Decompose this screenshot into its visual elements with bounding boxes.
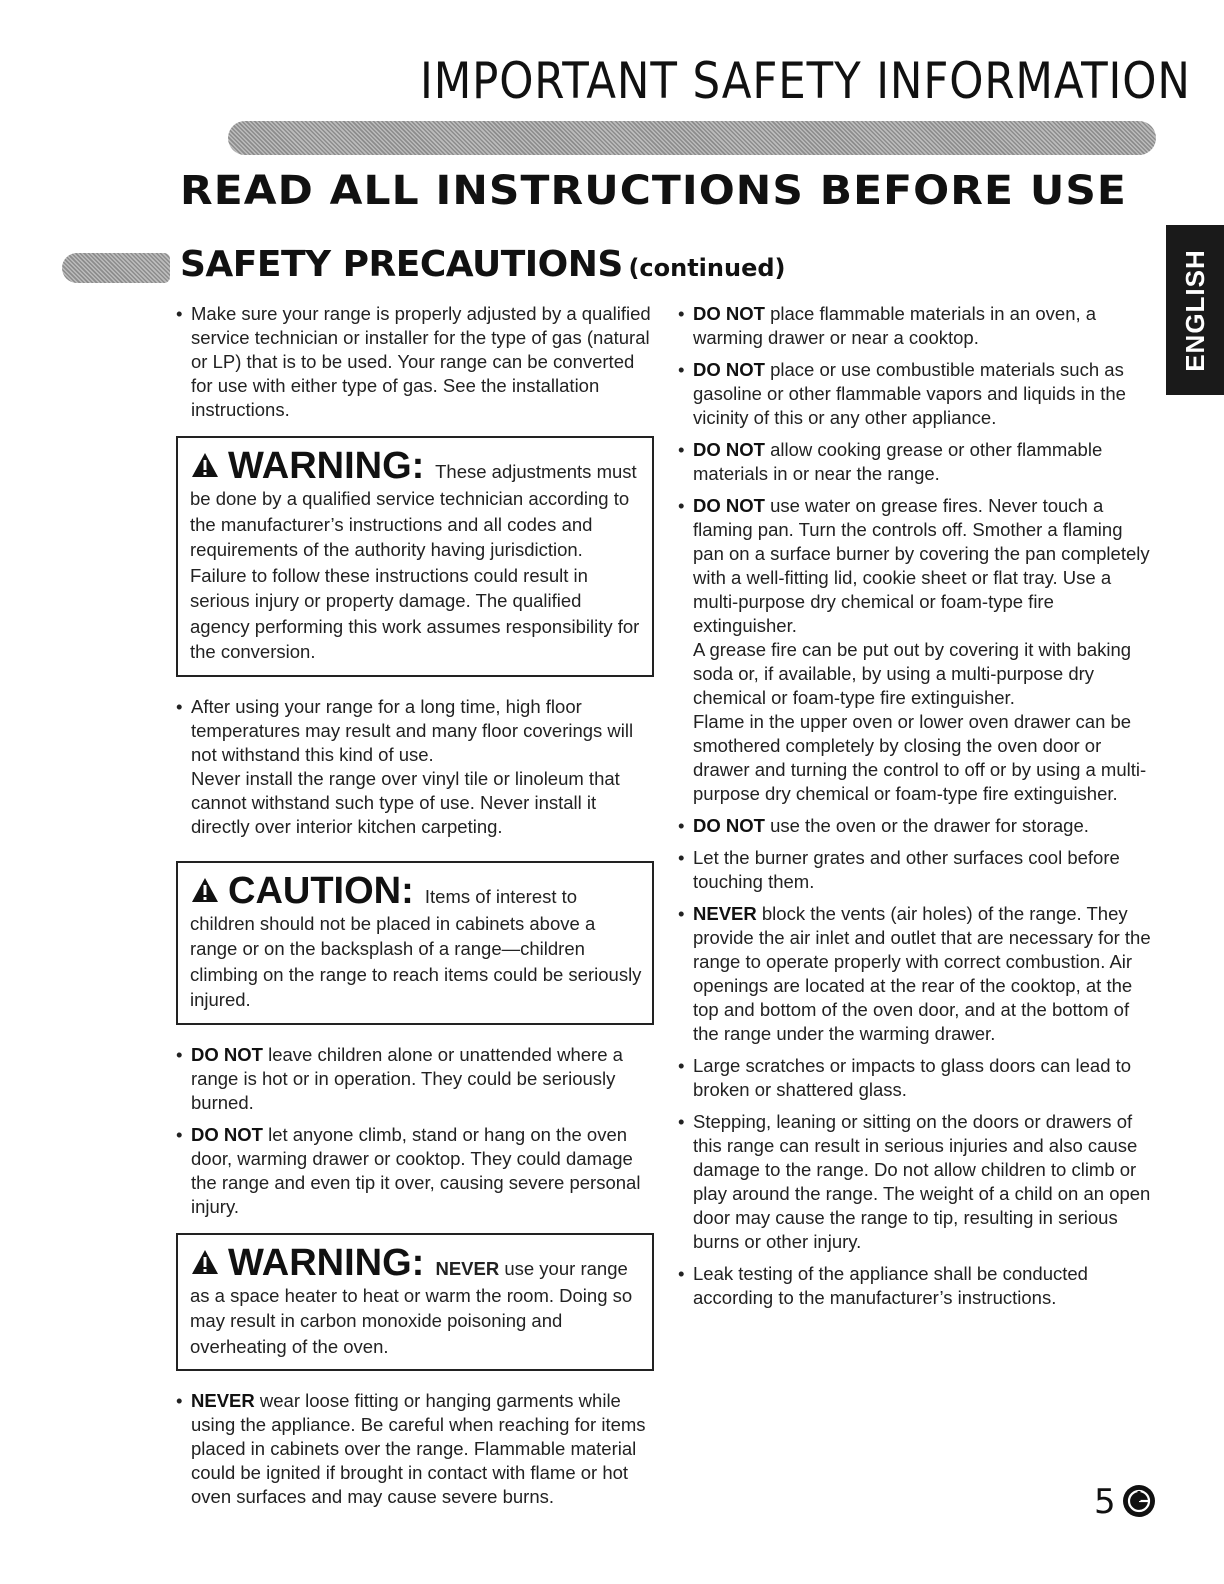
list-item: • DO NOT allow cooking grease or other flammable materials in or near the range. (678, 438, 1158, 486)
list-item: • NEVER wear loose fitting or hanging garments while using the appliance. Be careful when reaching for items placed in cabinets over the range. Flammable material could be ignited if brought in contact with flame or hot oven surfaces and may cause severe burns. (176, 1389, 654, 1509)
list-item: • DO NOT leave children alone or unattended where a range is hot or in operation. They could be seriously burned. (176, 1043, 654, 1115)
left-column (176, 302, 654, 1517)
page-header-title: IMPORTANT SAFETY INFORMATION (420, 52, 1191, 110)
warning-box: WARNING: These adjustments must be done by a qualified service technician according to the manufacturer’s instructions and all codes and requirements of the authority having jurisdiction. Failure to follow these instructions could result in serious injury or property damage. The qualified agency performing this work assumes responsibility for the conversion. (176, 436, 654, 677)
caution-title: CAUTION (190, 870, 401, 912)
list-item: • Leak testing of the appliance shall be conducted according to the manufacturer’s instructions. (678, 1262, 1158, 1310)
right-column (678, 302, 1158, 1318)
language-globe-icon (1123, 1485, 1155, 1517)
warning-text: must be done by a qualified service technician according to the manufacturer’s instructions and all codes and requirements of the authority having jurisdiction. Failure to follow these instructions could result in serious injury or property damage. The qualified agency performing this work assumes responsibility for the conversion. (190, 461, 640, 662)
header-decorative-bar (228, 121, 1156, 155)
section-marker (62, 253, 170, 283)
main-heading: READ ALL INSTRUCTIONS BEFORE USE (180, 168, 1127, 214)
warning-box: WARNING: NEVER use your range as a space heater to heat or warm the room. Doing so may result in carbon monoxide poisoning and overheating of the oven. (176, 1233, 654, 1372)
list-item: • DO NOT place or use combustible materials such as gasoline or other flammable vapors and liquids in the vicinity of this or any other appliance. (678, 358, 1158, 430)
language-tab-label: ENGLISH (1179, 248, 1210, 372)
language-tab (1166, 225, 1224, 395)
list-item: • After using your range for a long time, high floor temperatures may result and many floor coverings will not withstand this kind of use. Never install the range over vinyl tile or linoleum that cannot withstand such type of use. Never install it directly over interior kitchen carpeting. (176, 695, 654, 839)
list-item: • Make sure your range is properly adjusted by a qualified service technician or installer for the type of gas (natural or LP) that is to be used. Your range can be converted for use with either type of gas. See the installation instructions. (176, 302, 654, 422)
caution-triangle-icon (190, 876, 220, 904)
warning-lead: use your (504, 1257, 576, 1279)
caution-lead: Items of interest to (424, 885, 578, 907)
warning-lead-emphasis: NEVER (435, 1257, 500, 1279)
section-heading (180, 244, 786, 285)
section-title: SAFETY PRECAUTIONS (180, 244, 623, 285)
warning-lead: These adjustments (435, 461, 592, 482)
caution-text: children should not be placed in cabinets above a range or on the backsplash of a range—children climbing on the range to reach items could be seriously injured. (190, 912, 642, 1010)
list-item: • DO NOT use water on grease fires. Never touch a flaming pan. Turn the controls off. Smother a flaming pan on a surface burner by covering the pan completely with a well-fitting lid, cookie sheet or flat tray. Use a multi-purpose dry chemical or foam-type fire extinguisher. A grease fire can be put out by covering it with baking soda or, if available, by using a multi-purpose dry chemical or foam-type fire extinguisher. Flame in the upper oven or lower oven drawer can be smothered completely by closing the oven door or drawer and turning the control to off or by using a multi-purpose dry chemical or foam-type fire extinguisher. (678, 494, 1158, 806)
warning-triangle-icon (190, 1248, 220, 1276)
list-item: • Let the burner grates and other surfaces cool before touching them. (678, 846, 1158, 894)
section-suffix: (continued) (628, 254, 786, 282)
list-item: • Stepping, leaning or sitting on the doors or drawers of this range can result in serious injuries and also cause damage to the range. Do not allow children to climb or play around the range. The weight of a child on an open door may cause the range to tip, resulting in serious burns or other injury. (678, 1110, 1158, 1254)
list-item: • DO NOT let anyone climb, stand or hang on the oven door, warming drawer or cooktop. They could damage the range and even tip it over, causing severe personal injury. (176, 1123, 654, 1219)
caution-box: CAUTION: Items of interest to children should not be placed in cabinets above a range or on the backsplash of a range—children climbing on the range to reach items could be seriously injured. (176, 861, 654, 1025)
globe-icon (1123, 1485, 1155, 1517)
warning-title: WARNING (190, 445, 412, 487)
warning-text: range as a space heater to heat or warm the room. Doing so may result in carbon monoxide poisoning and overheating of the oven. (190, 1257, 633, 1357)
warning-title: WARNING (190, 1242, 412, 1284)
list-item: • DO NOT place flammable materials in an oven, a warming drawer or near a cooktop. (678, 302, 1158, 350)
list-item: • NEVER block the vents (air holes) of the range. They provide the air inlet and outlet that are necessary for the range to operate properly with correct combustion. Air openings are located at the rear of the cooktop, at the top and bottom of the oven door, and at the bottom of the range under the warming drawer. (678, 902, 1158, 1046)
list-item: • Large scratches or impacts to glass doors can lead to broken or shattered glass. (678, 1054, 1158, 1102)
warning-triangle-icon (190, 451, 220, 479)
page-number: 5 (1094, 1482, 1116, 1522)
list-item: • DO NOT use the oven or the drawer for storage. (678, 814, 1158, 838)
